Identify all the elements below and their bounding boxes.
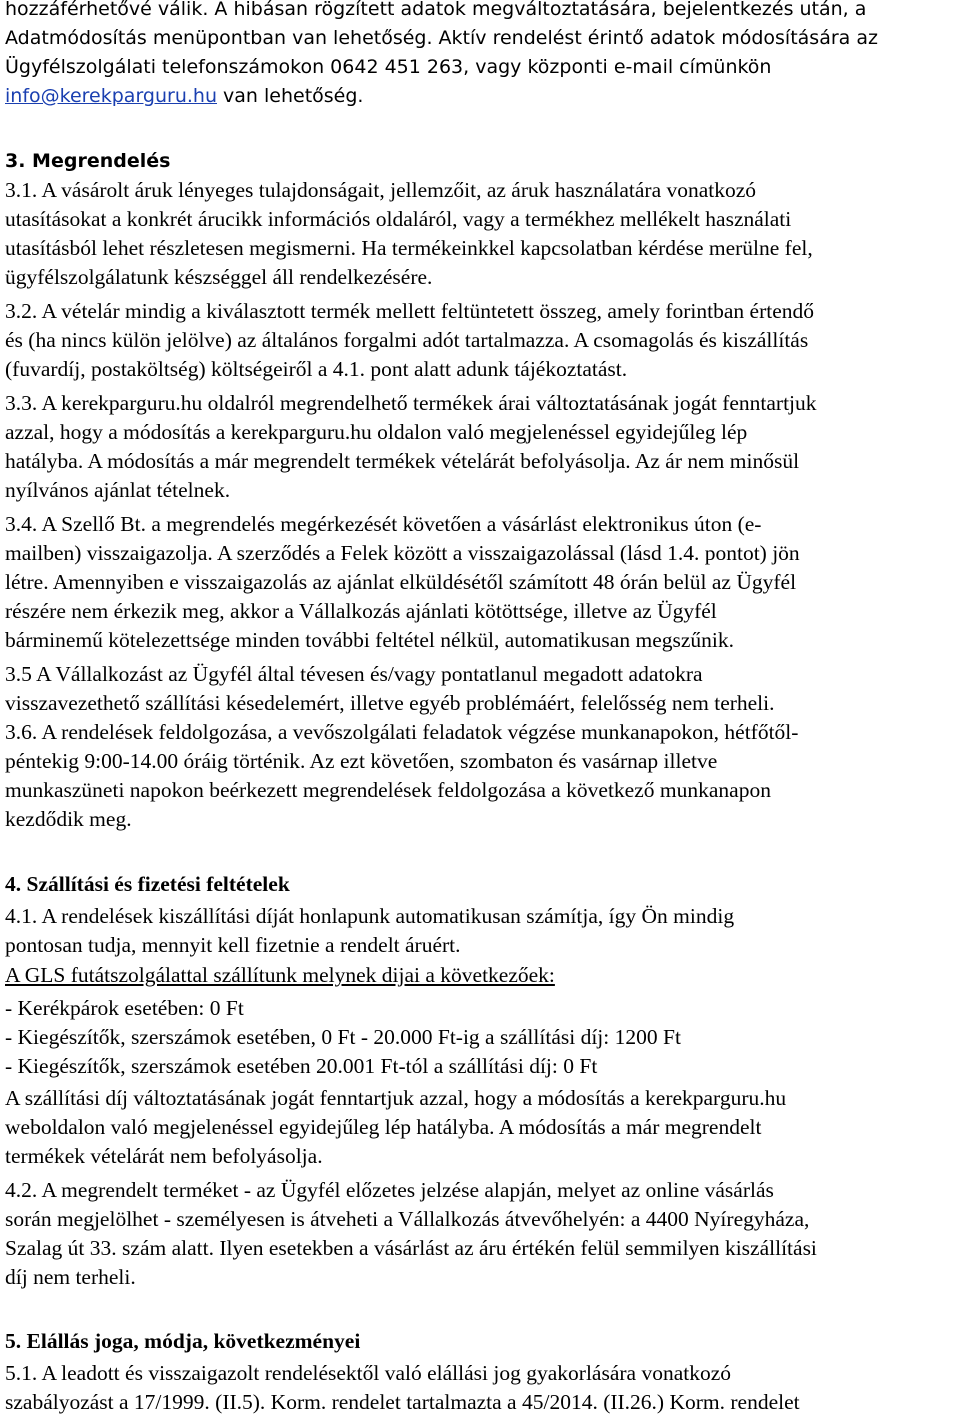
text-segment: szabályozást a 17/1999. (II.5). Korm. rendelet tartalmazta a 45/2014. (II.26.) Korm. rendelet xyxy=(5,1390,800,1414)
text-segment: 3. Megrendelés xyxy=(5,150,171,172)
text-segment: 5. Elállás joga, módja, következményei xyxy=(5,1329,361,1353)
text-segment: 4.2. A megrendelt terméket - az Ügyfél előzetes jelzése alapján, melyet az online vásárlás xyxy=(5,1178,774,1202)
text-segment: termékek vételárát nem befolyásolja. xyxy=(5,1144,323,1168)
text-segment: részére nem érkezik meg, akkor a Vállalkozás ajánlati kötöttsége, illetve az Ügyfél xyxy=(5,599,717,623)
text-segment: kezdődik meg. xyxy=(5,807,132,831)
text-line xyxy=(5,477,230,503)
text-segment: 4.1. A rendelések kiszállítási díját honlapunk automatikusan számítja, így Ön mindig xyxy=(5,904,735,928)
text-line xyxy=(5,748,717,774)
text-line xyxy=(5,356,627,382)
text-line xyxy=(5,1206,809,1232)
text-line xyxy=(5,1114,761,1140)
text-line xyxy=(5,327,808,353)
text-line xyxy=(5,777,771,803)
text-line xyxy=(5,177,756,203)
text-segment: - Kerékpárok esetében: 0 Ft xyxy=(5,996,244,1020)
text-line xyxy=(5,1389,800,1415)
text-line xyxy=(5,1143,323,1169)
text-line xyxy=(5,962,555,988)
text-line xyxy=(5,1264,136,1290)
text-segment: péntekig 9:00-14.00 óráig történik. Az ezt követően, szombaton és vasárnap illetve xyxy=(5,749,718,773)
text-segment: pontosan tudja, mennyit kell fizetnie a rendelt áruért. xyxy=(5,933,461,957)
text-line xyxy=(5,264,432,290)
text-segment: - Kiegészítők, szerszámok esetében 20.001 Ft-tól a szállítási díj: 0 Ft xyxy=(5,1054,598,1078)
text-line xyxy=(5,1053,597,1079)
text-segment: mailben) visszaigazolja. A szerződés a Felek között a visszaigazolással (lásd 1.4. pontot) jön xyxy=(5,541,800,565)
text-segment: Ügyfélszolgálati telefonszámokon 0642 451 263, vagy központi e-mail címünkön xyxy=(5,56,772,78)
section-heading xyxy=(5,148,170,174)
text-segment: bárminemű kötelezettsége minden további feltétel nélkül, automatikusan megszűnik. xyxy=(5,628,734,652)
text-segment: hozzáférhetővé válik. A hibásan rögzített adatok megváltoztatására, bejelentkezés után, a xyxy=(5,0,867,20)
text-segment: Szalag út 33. szám alatt. Ilyen esetekben a vásárlást az áru értékén felül semmilyen kiszállítási xyxy=(5,1236,817,1260)
text-line xyxy=(5,54,771,80)
text-segment: utasításból lehet részletesen megismerni. Ha termékeinkkel kapcsolatban kérdése merülne fel, xyxy=(5,236,813,260)
text-segment: létre. Amennyiben e visszaigazolás az ajánlat elküldésétől számított 48 órán belül az Ügyfél xyxy=(5,570,797,594)
text-segment: weboldalon való megjelenéssel egyidejűleg lép hatályba. A módosítás a már megrendelt xyxy=(5,1115,762,1139)
underlined-text: A GLS futátszolgálattal szállítunk melynek dijai a következőek: xyxy=(5,963,555,987)
text-line xyxy=(5,627,734,653)
text-segment: - Kiegészítők, szerszámok esetében, 0 Ft - 20.000 Ft-ig a szállítási díj: 1200 Ft xyxy=(5,1025,681,1049)
text-line xyxy=(5,25,878,51)
text-segment: 3.3. A kerekparguru.hu oldalról megrendelhető termékek árai változtatásának jogát fenntartjuk xyxy=(5,391,817,415)
text-line xyxy=(5,1024,681,1050)
text-segment: 4. Szállítási és fizetési feltételek xyxy=(5,872,290,896)
text-line xyxy=(5,235,813,261)
text-segment: (fuvardíj, postaköltség) költségeiről a 4.1. pont alatt adunk tájékoztatást. xyxy=(5,357,628,381)
text-segment: és (ha nincs külön jelölve) az általános forgalmi adót tartalmazza. A csomagolás és kiszállítás xyxy=(5,328,809,352)
text-segment: Adatmódosítás menüpontban van lehetőség. Aktív rendelést érintő adatok módosítására az xyxy=(5,27,878,49)
text-line xyxy=(5,448,799,474)
text-segment: 3.4. A Szellő Bt. a megrendelés megérkezését követően a vásárlást elektronikus úton (e- xyxy=(5,512,762,536)
text-line xyxy=(5,540,800,566)
text-line xyxy=(5,690,775,716)
text-segment: nyílvános ajánlat tételnek. xyxy=(5,478,231,502)
text-segment: utasításokat a konkrét árucikk információs oldaláról, vagy a termékhez mellékelt használati xyxy=(5,207,792,231)
text-segment: 3.5 A Vállalkozást az Ügyfél által tévesen és/vagy pontatlanul megadott adatokra xyxy=(5,662,703,686)
text-line xyxy=(5,932,461,958)
text-line xyxy=(5,390,817,416)
text-line xyxy=(5,569,796,595)
text-line xyxy=(5,995,244,1021)
text-segment: 3.2. A vételár mindig a kiválasztott termék mellett feltüntetett összeg, amely forintban értendő xyxy=(5,299,814,323)
text-segment: munkaszüneti napokon beérkezett megrendelések feldolgozása a következő munkanapon xyxy=(5,778,771,802)
text-segment: hatályba. A módosítás a már megrendelt termékek vételárát befolyásolja. Az ár nem minősül xyxy=(5,449,800,473)
text-line xyxy=(5,903,734,929)
text-line xyxy=(5,598,717,624)
text-segment: 3.6. A rendelések feldolgozása, a vevőszolgálati feladatok végzése munkanapokon, hétfőtől- xyxy=(5,720,799,744)
text-line xyxy=(5,1177,774,1203)
text-line xyxy=(5,661,703,687)
text-line xyxy=(5,83,363,109)
text-segment: 5.1. A leadott és visszaigazolt rendelésektől való elállási jog gyakorlására vonatkozó xyxy=(5,1361,732,1385)
text-segment: A szállítási díj változtatásának jogát fenntartjuk azzal, hogy a módosítás a kerekparguru.hu xyxy=(5,1086,787,1110)
text-line xyxy=(5,1360,731,1386)
text-segment: ügyfélszolgálatunk készséggel áll rendelkezésére. xyxy=(5,265,433,289)
text-segment: díj nem terheli. xyxy=(5,1265,136,1289)
text-line xyxy=(5,0,866,22)
text-line xyxy=(5,298,814,324)
text-segment: azzal, hogy a módosítás a kerekparguru.hu oldalon való megjelenéssel egyidejűleg lép xyxy=(5,420,748,444)
text-segment: során megjelölhet - személyesen is átveheti a Vállalkozás átvevőhelyén: a 4400 Nyíregyháza, xyxy=(5,1207,810,1231)
text-line xyxy=(5,719,798,745)
text-segment: visszavezethető szállítási késedelemért, illetve egyéb problémáért, felelősség nem terheli. xyxy=(5,691,775,715)
text-line xyxy=(5,511,761,537)
text-line xyxy=(5,419,747,445)
section-heading xyxy=(5,1328,360,1354)
text-line xyxy=(5,806,132,832)
text-segment: van lehetőség. xyxy=(217,85,364,107)
text-segment: 3.1. A vásárolt áruk lényeges tulajdonságait, jellemzőit, az áruk használatára vonatkozó xyxy=(5,178,757,202)
text-line xyxy=(5,1085,786,1111)
email-link[interactable]: info@kerekparguru.hu xyxy=(5,85,217,107)
section-heading xyxy=(5,871,290,897)
text-line xyxy=(5,206,791,232)
text-line xyxy=(5,1235,817,1261)
